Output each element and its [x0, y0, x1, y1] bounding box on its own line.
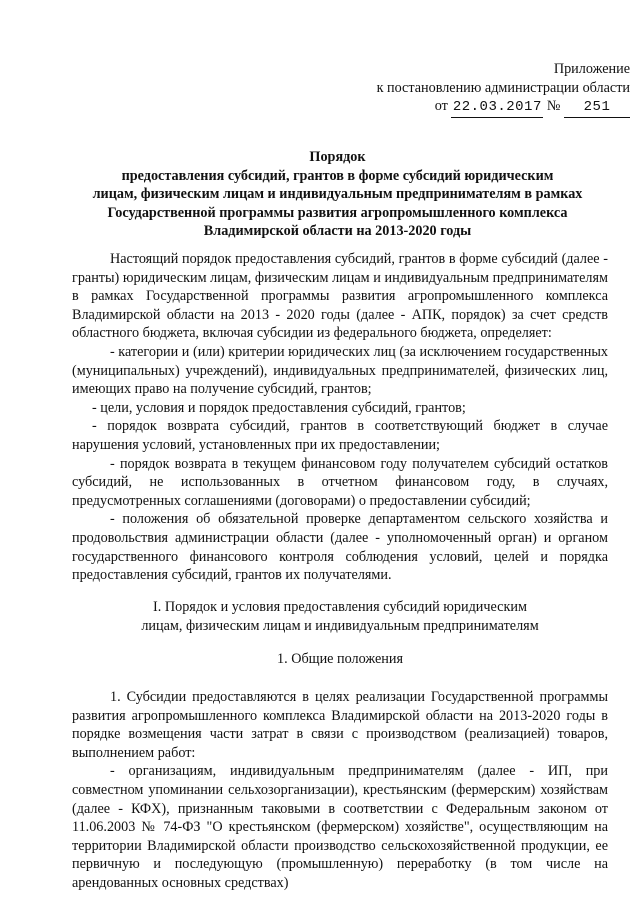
appendix-header: [330, 60, 630, 118]
title-word: Порядок: [309, 149, 366, 165]
section-heading-line-2: лицам, физическим лицам и индивидуальным предпринимателям: [141, 617, 539, 634]
number-sign: №: [546, 98, 561, 115]
document-title: [60, 148, 615, 241]
appendix-title: Приложение: [553, 61, 630, 77]
appendix-date-number: [330, 97, 630, 118]
intro-paragraph: Настоящий порядок предоставления субсидий, грантов в форме субсидий (далее - гранты) юридическим лицам, физическим лицам и индивидуальным предпринимателям в рамках Государственной программы развития агропромышленного комплекса Владимирской области на 2013 - 2020 годы (далее - АПК, порядок) за счет средств областного бюджета, включая субсидии из федерального бюджета, определяет:: [72, 251, 608, 342]
clause-1-item: - организациям, индивидуальным предпринимателям (далее - ИП, при совместном упоминании сельхозорганизации), крестьянским (фермерским) хозяйствам (далее - КФХ), признанным таковыми в соответствии с Федеральным законом от 11.06.2003 № 74-ФЗ "О крестьянском (фермерском) хозяйстве", осуществляющим на территории Владимирской области производство сельскохозяйственной продукции, ее первичную и последующую (промышленную) переработку (в том числе на арендованных основных средствах): [72, 763, 608, 891]
intro-item-4: - порядок возврата в текущем финансовом году получателем субсидий остатков субсидий, не использованных в отчетном финансовом году, в случаях, предусмотренных соглашениями (договорами) о предоставлении субсидий;: [72, 455, 608, 509]
intro-section: [72, 250, 608, 585]
appendix-reference: к постановлению администрации области: [376, 79, 630, 96]
clause-section: [72, 688, 608, 893]
subsection-heading: 1. Общие положения: [277, 651, 403, 667]
title-line-2: лицам, физическим лицам и индивидуальным предпринимателям в рамках: [92, 186, 583, 203]
title-line-4: Владимирской области на 2013-2020 годы: [203, 223, 472, 240]
title-line-1: предоставления субсидий, грантов в форме субсидий юридическим: [121, 167, 554, 184]
section-heading-line-1: I. Порядок и условия предоставления субсидий юридическим: [153, 599, 527, 615]
intro-item-2: - цели, условия и порядок предоставления субсидий, грантов;: [92, 399, 466, 416]
clause-1-paragraph: 1. Субсидии предоставляются в целях реализации Государственной программы развития агропромышленного комплекса Владимирской области на 2013-2020 годы в порядке возмещения части затрат в связи с производством (реализацией) товаров, выполнением работ:: [72, 689, 608, 761]
section-heading: [72, 598, 608, 635]
date-prefix: от: [434, 98, 448, 115]
handwritten-number: 251: [564, 98, 630, 118]
intro-item-3: - порядок возврата субсидий, грантов в соответствующий бюджет в случае нарушения условий, установленных при их предоставлении;: [72, 418, 608, 453]
handwritten-date: 22.03.2017: [451, 98, 543, 118]
intro-item-5: - положения об обязательной проверке департаментом сельского хозяйства и продовольствия администрации области (далее - уполномоченный орган) и органом государственного финансового контроля соблюдения условий, целей и порядка предоставления субсидий, грантов их получателями.: [72, 511, 608, 584]
title-line-3: Государственной программы развития агропромышленного комплекса: [107, 204, 568, 221]
intro-item-1: - категории и (или) критерии юридических лиц (за исключением государственных (муниципальных) учреждений), индивидуальных предпринимателей, физических лиц, имеющих право на получение субсидий, грантов;: [72, 343, 608, 398]
